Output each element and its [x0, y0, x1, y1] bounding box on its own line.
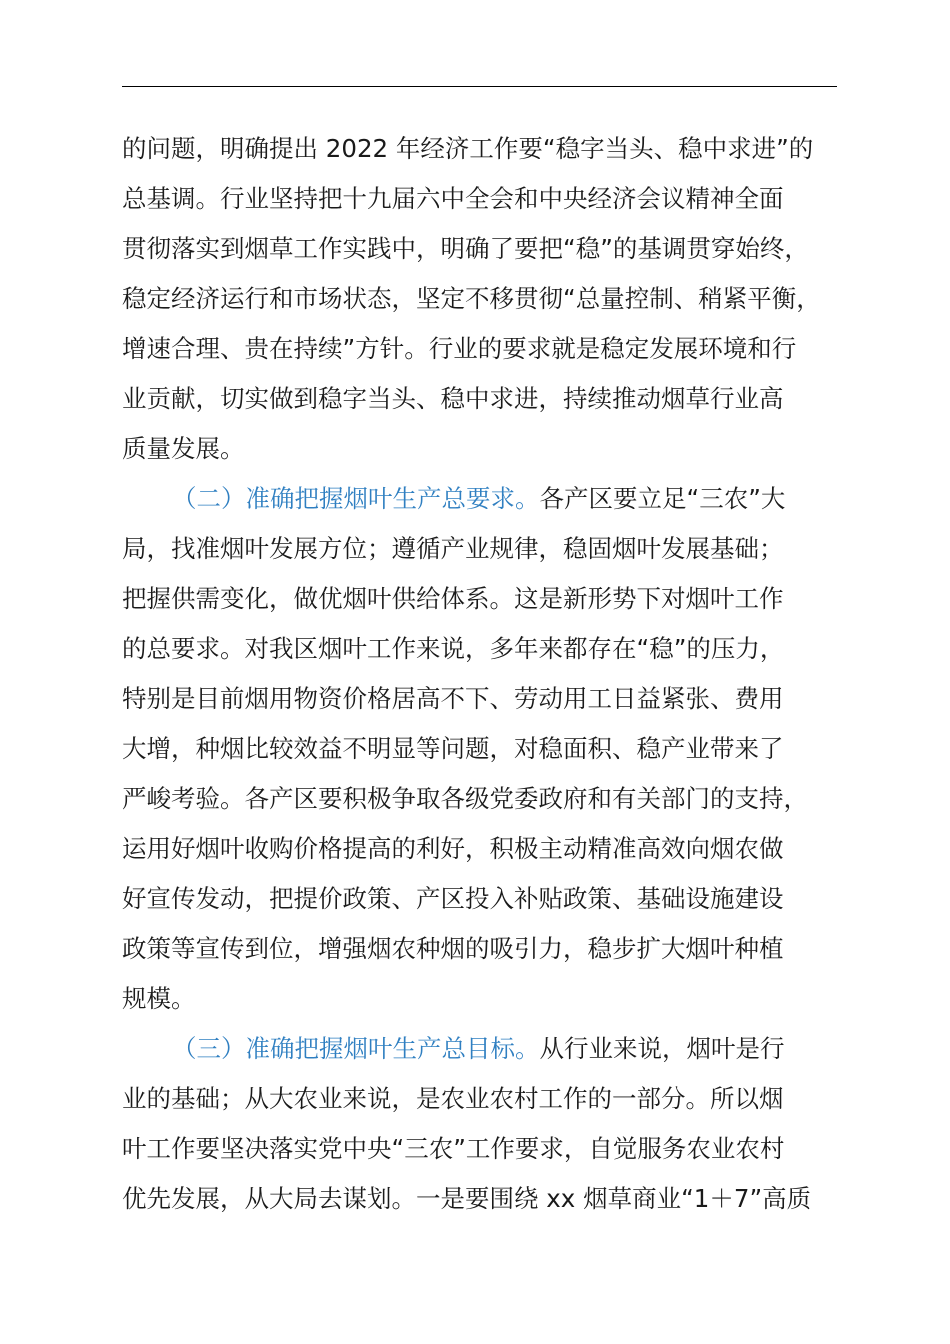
text-line: 业贡献，切实做到稳字当头、稳中求进，持续推动烟草行业高 [122, 384, 784, 413]
text-line: 特别是目前烟用物资价格居高不下、劳动用工日益紧张、费用 [122, 684, 784, 713]
text-line: 的问题，明确提出 2022 年经济工作要“稳字当头、稳中求进”的 [122, 134, 814, 163]
header-rule [122, 86, 837, 87]
text-run: 从行业来说，烟叶是行 [539, 1034, 785, 1063]
text-line: 好宣传发动，把提价政策、产区投入补贴政策、基础设施建设 [122, 884, 784, 913]
section-heading-3: （三）准确把握烟叶生产总目标。 [172, 1034, 540, 1063]
text-line: 增速合理、贵在持续”方针。行业的要求就是稳定发展环境和行 [122, 334, 797, 363]
text-line: 运用好烟叶收购价格提高的利好，积极主动精准高效向烟农做 [122, 834, 784, 863]
text-line-first [122, 474, 837, 524]
paragraph-3 [122, 1024, 837, 1224]
text-line: 大增，种烟比较效益不明显等问题，对稳面积、稳产业带来了 [122, 734, 784, 763]
text-line: 叶工作要坚决落实党中央“三农”工作要求，自觉服务农业农村 [122, 1134, 785, 1163]
text-line: 政策等宣传到位，增强烟农种烟的吸引力，稳步扩大烟叶种植 [122, 934, 784, 963]
text-line: 严峻考验。各产区要积极争取各级党委政府和有关部门的支持， [122, 784, 808, 813]
text-line: 总基调。行业坚持把十九届六中全会和中央经济会议精神全面 [122, 184, 784, 213]
text-line: 质量发展。 [122, 434, 245, 463]
paragraph-2 [122, 474, 837, 1024]
paragraph-1 [122, 124, 837, 474]
text-line: 把握供需变化，做优烟叶供给体系。这是新形势下对烟叶工作 [122, 584, 784, 613]
text-line-first [122, 1024, 837, 1074]
text-line: 的总要求。对我区烟叶工作来说，多年来都存在“稳”的压力， [122, 634, 785, 663]
section-heading-2: （二）准确把握烟叶生产总要求。 [172, 484, 540, 513]
text-run: 各产区要立足“三农”大 [539, 484, 786, 513]
document-body [122, 124, 837, 1224]
text-line: 优先发展，从大局去谋划。一是要围绕 xx 烟草商业“1＋7”高质 [122, 1184, 812, 1213]
text-line: 局，找准烟叶发展方位；遵循产业规律，稳固烟叶发展基础； [122, 534, 784, 563]
text-line: 稳定经济运行和市场状态，坚定不移贯彻“总量控制、稍紧平衡， [122, 284, 821, 313]
text-line: 业的基础；从大农业来说，是农业农村工作的一部分。所以烟 [122, 1084, 784, 1113]
text-line: 规模。 [122, 984, 196, 1013]
text-line: 贯彻落实到烟草工作实践中，明确了要把“稳”的基调贯穿始终， [122, 234, 809, 263]
